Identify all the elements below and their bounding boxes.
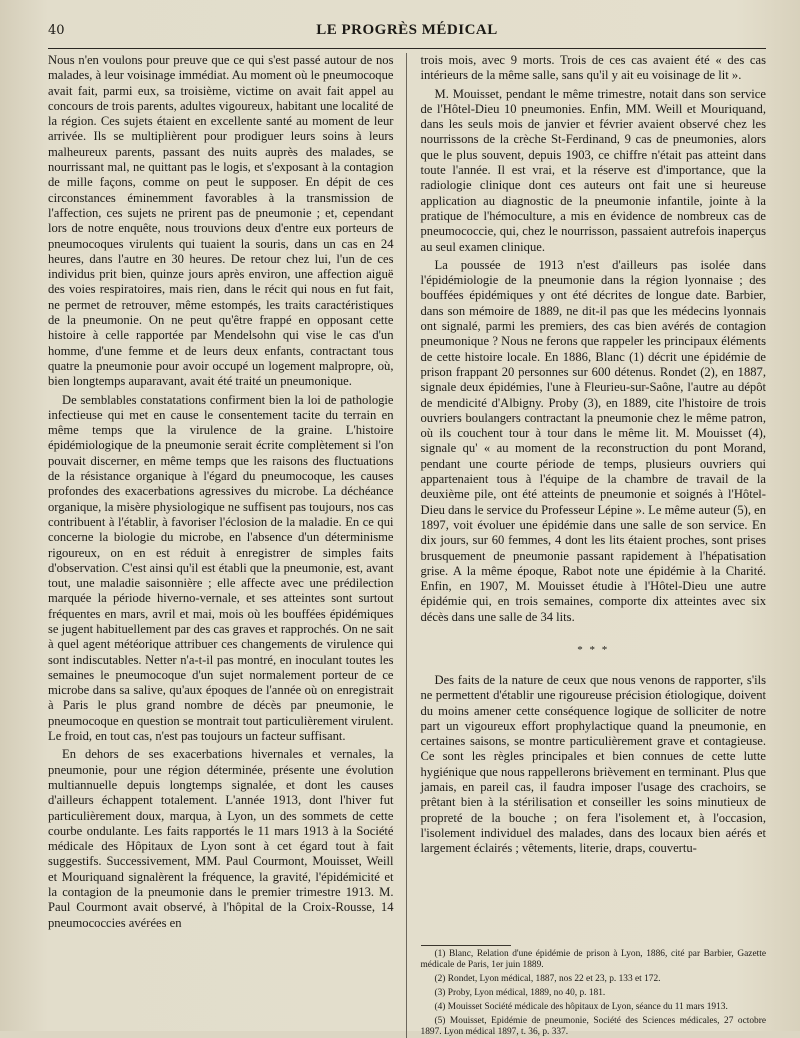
footnote: (4) Mouisset Société médicale des hôpitaux de Lyon, séance du 11 mars 1913.: [434, 1002, 728, 1012]
paragraph: Des faits de la nature de ceux que nous venons de rapporter, s'ils ne permettent d'établir une rigoureuse précision étiologique, doivent du moins amener cette conséquence logique de solliciter de notre part un vigoureux effort prophylactique quand la pneumonie, en certaines saisons, se montre particulièrement grave et contagieuse. Ce sont les règles principales et bien connues de cette lutte hygiénique que nous rappellerons brièvement en terminant. Plus que jamais, en pareil cas, il faudra imposer l'usage des crachoirs, se prêtant bien à la stérilisation et conseiller les soins minutieux de propreté de la bouche ; on fera l'isolement et, à l'occasion, l'isolement individuel des malades, dans des locaux bien aérés et largement éclairés ; vêtements, literie, draps, couvertu-: [420, 672, 766, 856]
left-column: [48, 53, 407, 1038]
paragraph: La poussée de 1913 n'est d'ailleurs pas isolée dans l'épidémiologie de la pneumonie dans la région lyonnaise ; des bouffées épidémiques y ont été décrites de longue date. Barbier, dans son mémoire de 1889, ne dit-il pas que les médecins lyonnais ont signalé, parmi les premiers, des cas bien avérés de contagion pneumonique ? Nous ne ferons que rappeler les principaux éléments de cette histoire locale. En 1886, Blanc (1) décrit une épidémie de prison frappant 20 personnes sur 600 détenus. Rondet (2), en 1887, signale deux épidémies, l'une à Fleurieu-sur-Saône, l'autre au dépôt de mendicité d'Albigny. Proby (3), en 1889, cite l'histoire de trois ouvriers boulangers contractant la pneumonie chez le même patron, où ils couchent tour à tour dans le même lit. M. Mouisset (4), signale qu' « au moment de la reconstruction du pont Morand, pendant une courte période de temps, plusieurs ouvriers qui appartenaient tous à l'équipe de la chambre de travail de la deuxième pile, ont été atteints de pneumonie et soignés à l'Hôtel-Dieu dans le service du Professeur Lépine ». Le même auteur (5), en 1897, voit évoluer une épidémie dans une salle de son service. En dix jours, sur 60 femmes, 4 dont les lits étaient proches, sont prises brusquement de pneumonie passant rapidement à l'hépatisation grise. A la même époque, Rabot note une épidémie à la Charité. Enfin, en 1907, M. Mouisset étudie à l'Hôtel-Dieu une autre épidémie qui, en trois semaines, comporte dix atteintes avec six décès dans une salle de 34 lits.: [420, 257, 766, 624]
right-column: [421, 53, 767, 1038]
running-header: [48, 22, 766, 49]
footnote: (1) Blanc, Relation d'une épidémie de prison à Lyon, 1886, cité par Barbier, Gazette médicale de Paris, 1er juin 1889.: [420, 949, 766, 970]
journal-title: LE PROGRÈS MÉDICAL: [316, 22, 498, 38]
paragraph: trois mois, avec 9 morts. Trois de ces cas avaient été « des cas intérieurs de la même salle, sans qu'il y ait eu voisinage de lit ».: [420, 53, 766, 83]
footnote: (3) Proby, Lyon médical, 1889, no 40, p. 181.: [434, 988, 606, 998]
paragraph: De semblables constatations confirment bien la loi de pathologie infectieuse qui met en cause le consentement tacite du terrain en même temps que la virulence de la graine. L'histoire épidémiologique de la pneumonie serait écrite complètement si l'on pouvait discerner, en même temps que les raisons des fluctuations de la résistance organique à l'égard du pneumocoque, les causes profondes des exacerbations agressives du microbe. La déchéance organique, la misère physiologique ne suffisent pas toujours, nos cas contribuent à l'établir, à favoriser l'éclosion de la maladie. En ce qui concerne la biologie du microbe, en l'absence d'un déterminisme rigoureux, on en est réduit à enregistrer de simples faits d'observation. C'est ainsi qu'il est établi que la pneumonie, est, avant tout, une maladie saisonnière ; elle affecte avec une prédilection marquée la période hiverno-vernale, et ses atteintes sont surtout fréquentes en mars, avril et mai, mois où les bouffées épidémiques se jugent habituellement par des cas graves et rapprochés. On ne sait à quel agent météorique attribuer ces changements de virulence qui sont indiscutables. Netter n'a-t-il pas montré, en inoculant toutes les semaines le pneumocoque d'un sujet normalement porteur de ce microbe dans sa salive, qu'aux époques de l'année où on enregistrait à Paris le plus grand nombre de décès par pneumonie, le pneumocoque en question se montrait tout particulièrement virulent. Le froid, en tout cas, n'est pas toujours un facteur suffisant.: [48, 392, 394, 744]
paragraph: Nous n'en voulons pour preuve que ce qui s'est passé autour de nos malades, à leur voisinage immédiat. Au moment où le pneumocoque avait fait, parmi eux, sa troisième, victime on avait fait appel au concours de trois parents, adultes vigoureux, habitant une localité de la région. Ces sujets étaient en excellente santé au moment de leur arrivée. Ils se multiplièrent pour prodiguer leurs soins à leurs malheureux parents, passant des nuits auprès des malades, se nourrissant mal, ne quittant pas le logis, et s'exposant à la contagion de mille façons, comme on peut le supposer. En dépit de ces circonstances éminemment favorables à la transmission de l'affection, ces sujets ne prirent pas de pneumonie ; et, cependant lors de notre enquête, nous trouvions deux d'entre eux porteurs de pneumocoques virulents qui tuaient la souris, dans un cas en 24 heures, dans l'autre en 30 heures. De retour chez lui, l'un de ces individus prit bien, quinze jours après environ, une affection aiguë des voies respiratoires, mais rien, dans le récit qui nous en fut fait, ne permet de retrouver, même estompés, les traits caractéristiques de la pneumonie. On ne peut qu'être frappé en opposant cette histoire à celle rapportée par Mendelsohn qui vise le cas d'un homme, d'une femme et de leurs deux enfants, contractant tous quatre la pneumonie pour avoir occupé un logement malpropre, où, bien longtemps auparavant, avait été traité un pneumonique.: [48, 53, 394, 389]
section-separator: * * *: [577, 643, 610, 656]
page-number: 40: [48, 23, 65, 38]
footnotes: [421, 945, 767, 1038]
paragraph: En dehors de ses exacerbations hivernales et vernales, la pneumonie, pour une région déterminée, présente une évolution multiannuelle depuis longtemps signalée, et dont les causes d'ailleurs échappent totalement. L'année 1913, dont l'hiver fut particulièrement doux, marqua, à Lyon, un des sommets de cette courbe ondulante. Les faits rapportés le 11 mars 1913 à la Société médicale des Hôpitaux de Lyon sont à cet égard tout à fait suggestifs. Successivement, MM. Paul Courmont, Mouisset, Weill et Mouriquand signalèrent la fréquence, la gravité, l'épidémicité et la contagion de la pneumonie dans le premier trimestre 1913. M. Paul Courmont avait observé, à l'hôpital de la Croix-Rousse, 14 pneumococcies avérées en: [48, 747, 394, 930]
footnote: (2) Rondet, Lyon médical, 1887, nos 22 et 23, p. 133 et 172.: [434, 974, 661, 984]
text-columns: [48, 53, 766, 1038]
paragraph: M. Mouisset, pendant le même trimestre, notait dans son service de l'Hôtel-Dieu 10 pneumonies. Enfin, MM. Weill et Mouriquand, dans les seuls mois de janvier et février avaient observé chez les nourrissons de la crèche St-Ferdinand, 9 cas de pneumonies, alors que le plus souvent, depuis 1903, ce chiffre n'était pas atteint dans toute l'année. Il est vrai, et la réserve est d'importance, que la radiologie clinique dont ces auteurs ont fait une si heureuse application au diagnostic de la pneumonie infantile, jointe à la pratique de l'hémoculture, a mis en évidence de nombreux cas de pneumococcie, qui, chez le nourrisson, passaient autrefois inaperçus au seul examen clinique.: [420, 86, 766, 254]
footnote-rule: [421, 945, 511, 946]
footnote: (5) Mouisset, Epidémie de pneumonie, Société des Sciences médicales, 27 octobre 1897. Lyon médical 1897, t. 36, p. 337.: [420, 1016, 766, 1037]
